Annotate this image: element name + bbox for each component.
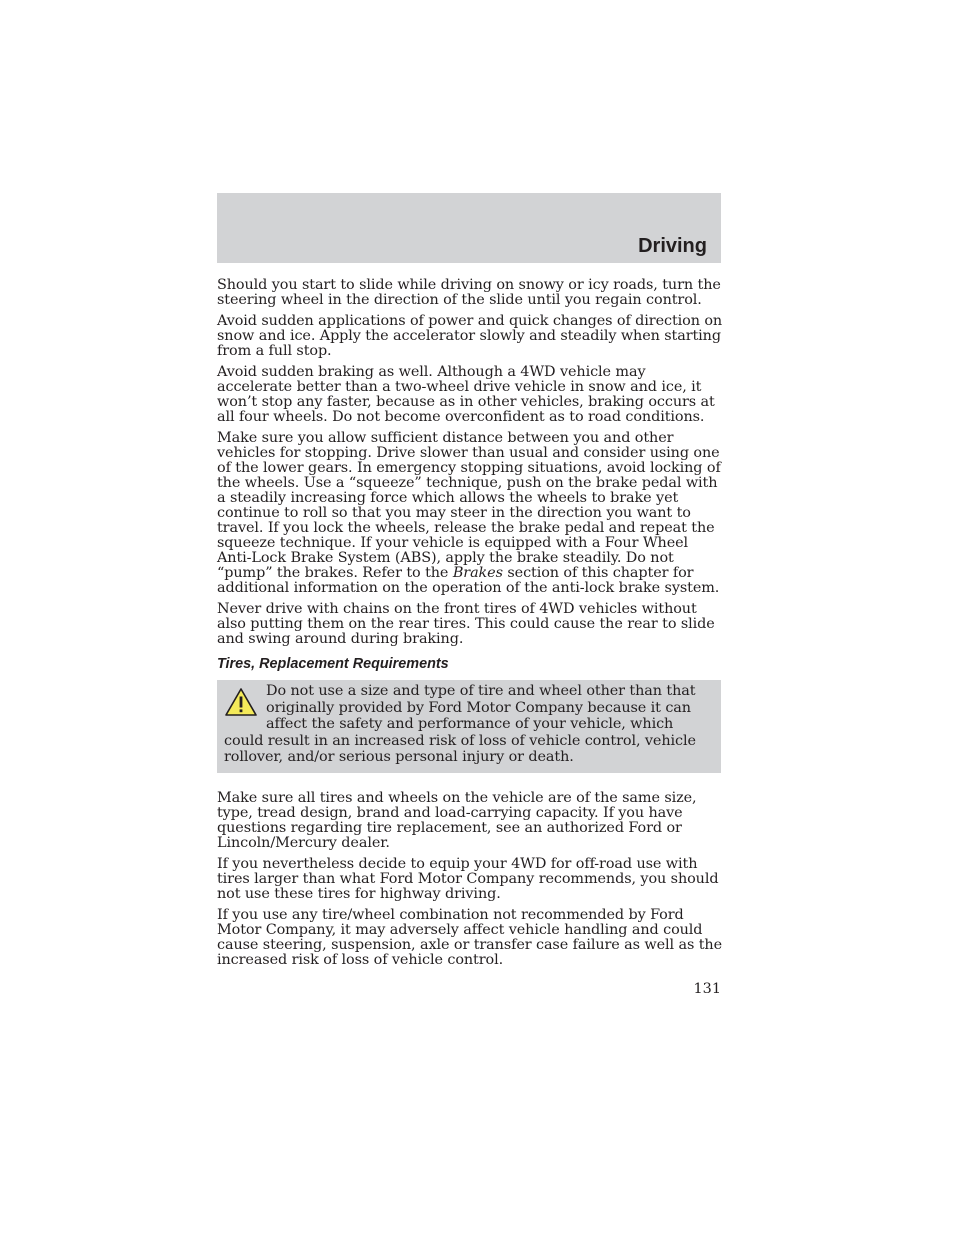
brakes-section-reference: Brakes (452, 565, 503, 581)
paragraph-stopping-distance (217, 431, 723, 596)
paragraph-stopping-text-1: Make sure you allow sufficient distance between you and other vehicles for stopping. Drive slower than usual and consider using one of the lower gears. In emergency stopping situations, avoid locking of the wheels. Use a “squeeze” technique, push on the brake pedal with a steadily increasing force which allows the wheels to brake yet continue to roll so that you may steer in the direction you want to travel. If you lock the wheels, release the brake pedal and repeat the squeeze technique. If your vehicle is equipped with a Four Wheel Anti-Lock Brake System (ABS), apply the brake steadily. Do not “pump” the brakes. Refer to the (217, 430, 721, 581)
paragraph-not-recommended: If you use any tire/wheel combination not recommended by Ford Motor Company, it may adversely affect vehicle handling and could cause steering, suspension, axle or transfer case failure as well as the increased risk of loss of vehicle control. (217, 906, 723, 968)
paragraph-braking-4wd: Avoid sudden braking as well. Although a 4WD vehicle may accelerate better than a two-wheel drive vehicle in snow and ice, it won’t stop any faster, because as in other vehicles, braking occurs at all four wheels. Do not become overconfident as to road conditions. (217, 364, 715, 425)
warning-triangle-icon (224, 687, 258, 717)
paragraph-stopping-text-2: section of this chapter for additional information on the operation of the anti-lock brake system. (217, 565, 720, 596)
section-header-band (217, 193, 721, 263)
page-content (217, 278, 723, 974)
subheading-tires: Tires, Replacement Requirements (217, 656, 449, 672)
warning-box (217, 680, 721, 773)
paragraph-power: Avoid sudden applications of power and quick changes of direction on snow and ice. Apply the accelerator slowly and steadily when starting from a full stop. (217, 313, 723, 359)
section-title: Driving (638, 235, 707, 257)
paragraph-same-size: Make sure all tires and wheels on the vehicle are of the same size, type, tread design, brand and load-carrying capacity. If you have questions regarding tire replacement, see an authorized Ford or Lincoln/Mercury dealer. (217, 789, 697, 851)
warning-text: Do not use a size and type of tire and wheel other than that originally provided by Ford Motor Company because it can affect the safety and performance of your vehicle, which could result in an increased risk of loss of vehicle control, vehicle rollover, and/or serious personal injury or death. (224, 683, 696, 765)
page-number: 131 (693, 981, 721, 997)
paragraph-chains: Never drive with chains on the front tires of 4WD vehicles without also putting them on the rear tires. This could cause the rear to slide and swing around during braking. (217, 601, 715, 647)
paragraph-off-road-tires: If you nevertheless decide to equip your 4WD for off-road use with tires larger than what Ford Motor Company recommends, you should not use these tires for highway driving. (217, 855, 719, 902)
paragraph-slide: Should you start to slide while driving on snowy or icy roads, turn the steering wheel in the direction of the slide until you regain control. (217, 277, 721, 308)
